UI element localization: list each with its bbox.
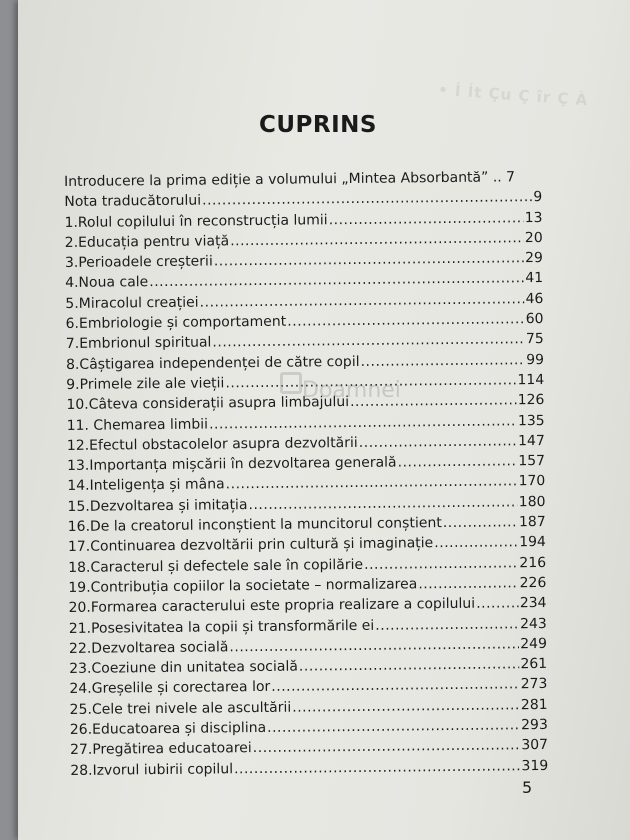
toc-entry-page: 20 xyxy=(524,229,543,247)
bleed-through-text: • İ Ít Çu Ç îr Ç À xyxy=(437,80,589,110)
toc-entry-page: 273 xyxy=(520,676,548,693)
toc-entry-label: 11. Chemarea limbii xyxy=(66,416,209,434)
toc-entry-label: 18.Caracterul și defectele sale în copilărie xyxy=(68,556,364,576)
toc-entry-label: 27.Pregătirea educatoarei xyxy=(69,740,252,759)
toc-leader-dots xyxy=(267,715,520,738)
toc-entry-page: 46 xyxy=(525,290,544,307)
toc-leader-dots xyxy=(253,736,521,759)
toc-entry-label: 10.Câteva considerații asupra limbajului xyxy=(66,394,350,414)
toc-leader-dots xyxy=(299,654,520,677)
toc-entry-label: Introducere la prima ediție a volumului „Mintea Absorbantă” .. 7 xyxy=(64,169,516,190)
page-title: CUPRINS xyxy=(259,112,377,138)
toc-entry-page: 180 xyxy=(518,493,546,511)
page-number: 5 xyxy=(522,778,533,797)
toc-entry-page: 243 xyxy=(519,615,547,632)
toc-entry xyxy=(70,756,548,781)
toc-entry-label: 5.Miracolul creației xyxy=(65,294,199,312)
toc-entry-label: 4.Noua cale xyxy=(65,274,149,292)
toc-entry-page: 170 xyxy=(518,473,546,490)
toc-entry-label: 24.Greșelile și corectarea lor xyxy=(69,679,271,698)
toc-leader-dots xyxy=(359,431,518,453)
toc-entry-page: 194 xyxy=(519,534,546,551)
toc-entry-label: 23.Coeziune din unitatea socială xyxy=(69,658,298,678)
toc-entry-label: 9.Primele zile ale vieții xyxy=(66,375,225,393)
toc-leader-dots xyxy=(360,350,525,372)
toc-entry-page: 319 xyxy=(521,757,549,774)
toc-entry-page: 307 xyxy=(521,737,549,754)
toc-entry-label: 22.Dezvoltarea socială xyxy=(68,639,229,657)
toc-entry-page: 126 xyxy=(517,392,545,409)
toc-leader-dots xyxy=(364,553,519,575)
toc-entry-label: 25.Cele trei nivele ale ascultării xyxy=(69,699,292,718)
toc-entry-page: 216 xyxy=(519,554,547,571)
toc-entry-page: 75 xyxy=(525,331,544,348)
toc-entry-page: 187 xyxy=(518,514,546,531)
toc-entry-page: 281 xyxy=(520,696,548,713)
toc-entry-page: 147 xyxy=(518,432,545,450)
toc-entry-page: 157 xyxy=(518,453,546,470)
toc-leader-dots xyxy=(234,756,521,779)
toc-entry-label: 1.Rolul copilului în reconstrucția lumii xyxy=(64,211,328,231)
toc-entry-label: 17.Continuarea dezvoltării prin cultură și imaginație xyxy=(67,535,434,556)
toc-leader-dots xyxy=(476,593,519,614)
toc-entry-label: 19.Contribuția copiilor la societate – normalizarea xyxy=(68,576,418,596)
toc-entry-label: 15.Dezvoltarea și imitația xyxy=(67,496,248,515)
toc-entry-page: 234 xyxy=(519,595,547,612)
toc-entry-label: 26.Educatoarea și disciplina xyxy=(69,719,267,738)
toc-entry-page: 9 xyxy=(533,189,543,206)
toc-leader-dots xyxy=(434,533,518,554)
toc-entry-page: 261 xyxy=(520,656,548,673)
toc-leader-dots xyxy=(443,512,518,533)
toc-entry-label: 14.Inteligența și mâna xyxy=(67,476,225,495)
toc-entry-page: 135 xyxy=(517,412,545,429)
toc-entry-label: 7.Embrionul spiritual xyxy=(65,334,212,353)
toc-entry-label: 28.Izvorul iubirii copilul xyxy=(70,760,234,779)
toc-entry-page: 226 xyxy=(519,574,547,592)
toc-entry-label: 20.Formarea caracterului este propria realizare a copilului xyxy=(68,595,476,617)
toc-entry-page: 114 xyxy=(517,371,545,389)
toc-leader-dots xyxy=(329,208,524,230)
toc-entry-page: 41 xyxy=(525,270,544,287)
book-page xyxy=(18,0,630,840)
toc-leader-dots xyxy=(292,695,520,718)
toc-leader-dots xyxy=(418,573,519,594)
watermark-text: Doamnei xyxy=(302,378,401,403)
toc-entry-page: 60 xyxy=(525,311,544,328)
toc-leader-dots xyxy=(398,451,518,473)
toc-entry-page: 293 xyxy=(521,716,548,734)
toc-entry-page: 29 xyxy=(525,250,544,267)
toc-entry-label: 12.Efectul obstacolelor asupra dezvoltării xyxy=(66,434,358,454)
watermark-square-icon xyxy=(280,372,302,394)
toc-entry-label: 6.Embriologie și comportament xyxy=(65,313,287,333)
toc-entry-label: Nota traducătorului xyxy=(64,192,202,211)
toc-entry-label: 16.De la creatorul inconștient la muncitorul conștient xyxy=(67,515,442,536)
toc-leader-dots xyxy=(248,492,517,515)
toc-entry-page: 13 xyxy=(524,209,543,226)
toc-entry-label: 13.Importanța mișcării în dezvoltarea generală xyxy=(66,454,397,475)
toc-entry-page: 249 xyxy=(520,635,548,653)
toc-entry-label: 8.Câștigarea independenței de către copil xyxy=(65,353,360,373)
toc-leader-dots xyxy=(375,614,519,636)
toc-entry-label: 3.Perioadele creșterii xyxy=(64,253,213,272)
toc-entry-page: 99 xyxy=(526,351,545,368)
toc-leader-dots xyxy=(271,675,520,698)
table-of-contents xyxy=(64,167,548,781)
toc-entry-label: 2.Educația pentru viață xyxy=(64,233,230,251)
toc-leader-dots xyxy=(287,309,525,332)
watermark-logo xyxy=(280,372,401,432)
toc-entry-label: 21.Posesivitatea la copii și transformările ei xyxy=(68,617,375,637)
